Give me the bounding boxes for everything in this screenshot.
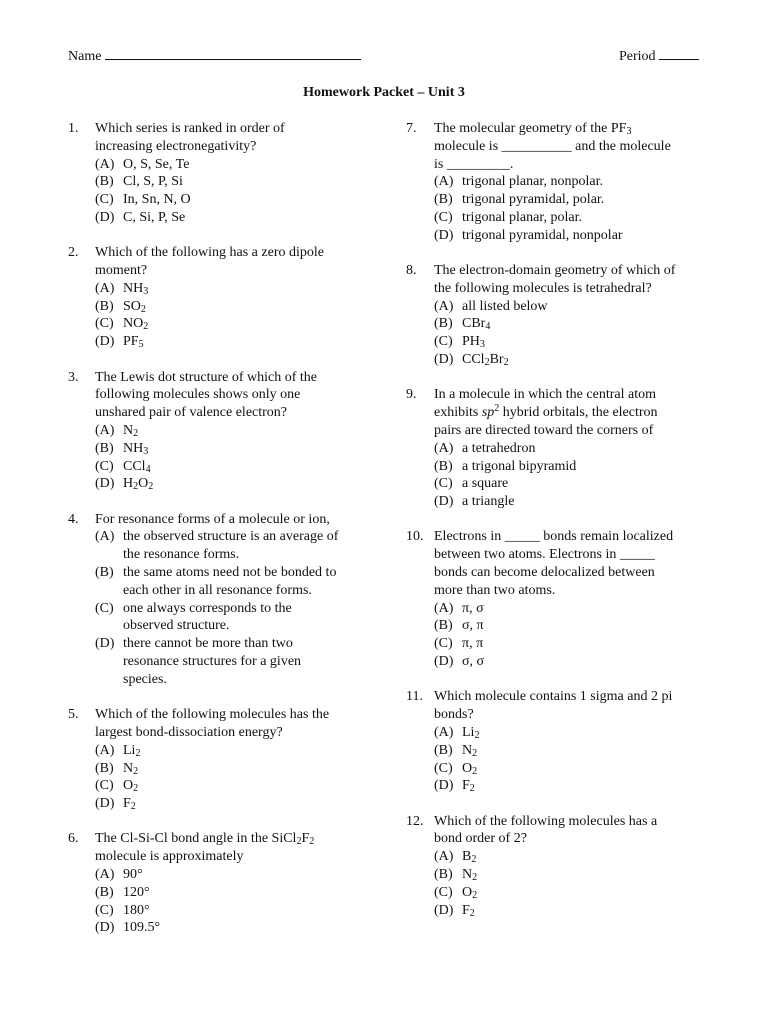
option-letter: (C) <box>434 334 453 350</box>
option-letter: (D) <box>95 476 115 492</box>
question-3 <box>68 369 368 494</box>
option-text: trigonal pyramidal, nonpolar <box>462 227 623 243</box>
option-text: $N_2$ <box>462 866 478 883</box>
option-a[interactable] <box>434 848 706 866</box>
question-number: 12. <box>406 813 424 829</box>
question-11 <box>406 688 706 795</box>
option-letter: (C) <box>95 778 114 794</box>
question-1 <box>68 120 368 227</box>
option-c[interactable] <box>434 884 706 902</box>
option-a[interactable] <box>434 440 706 458</box>
option-text: the observed structure is an average of the resonance forms. <box>123 529 339 563</box>
option-letter: (C) <box>434 760 453 776</box>
option-a[interactable] <box>434 298 706 316</box>
option-text: $NO_2$ <box>123 316 149 333</box>
option-a[interactable] <box>95 528 368 564</box>
option-c[interactable] <box>95 902 368 920</box>
option-text: $F_2$ <box>123 796 136 813</box>
option-letter: (A) <box>95 866 115 882</box>
option-c[interactable] <box>95 315 368 333</box>
option-b[interactable] <box>434 458 706 476</box>
option-text: $O_2$ <box>462 760 478 777</box>
option-text: 109.5° <box>123 920 161 936</box>
option-letter: (C) <box>434 884 453 900</box>
option-letter: (A) <box>95 280 115 296</box>
option-text: $B_2$ <box>462 849 477 866</box>
option-text: In, Sn, N, O <box>123 192 191 208</box>
name-field[interactable] <box>68 47 361 66</box>
option-text: $PH_3$ <box>462 334 485 351</box>
option-letter: (B) <box>95 760 114 776</box>
option-text: $O_2$ <box>123 778 139 795</box>
option-text: $F_2$ <box>462 778 475 795</box>
option-text: 180° <box>123 902 150 918</box>
option-letter: (D) <box>434 352 454 368</box>
option-d[interactable] <box>434 351 706 369</box>
left-column <box>68 120 368 955</box>
option-letter: (C) <box>434 476 453 492</box>
option-text: $CCl_2Br_2$ <box>462 352 509 369</box>
option-letter: (B) <box>434 192 453 208</box>
option-b[interactable] <box>95 440 368 458</box>
name-label: Name <box>68 49 102 64</box>
question-stem: Electrons in _____ bonds remain localized between two atoms. Electrons in _____ bonds can become delocalized between more than two atoms. <box>434 529 674 598</box>
option-d[interactable] <box>95 209 368 227</box>
option-a[interactable] <box>434 724 706 742</box>
option-text: CBr$_4$ <box>462 316 491 333</box>
option-b[interactable] <box>434 315 706 333</box>
option-letter: (D) <box>434 227 454 243</box>
option-b[interactable] <box>434 742 706 760</box>
option-c[interactable] <box>95 191 368 209</box>
option-a[interactable] <box>434 600 706 618</box>
option-text: there cannot be more than two resonance structures for a given species. <box>123 636 302 687</box>
option-letter: (A) <box>434 849 454 865</box>
option-c[interactable] <box>434 475 706 493</box>
option-text: $NH_3$ <box>123 440 149 457</box>
option-text: 90° <box>123 866 143 882</box>
option-text: the same atoms need not be bonded to each other in all resonance forms. <box>123 565 337 598</box>
option-b[interactable] <box>95 564 368 600</box>
option-letter: (A) <box>95 156 115 172</box>
option-d[interactable] <box>434 653 706 671</box>
option-letter: (B) <box>434 618 453 634</box>
option-a[interactable] <box>95 156 368 174</box>
option-letter: (B) <box>95 565 114 581</box>
option-text: $N_2$ <box>123 760 139 777</box>
option-text: a triangle <box>462 494 515 510</box>
option-d[interactable] <box>95 333 368 351</box>
option-letter: (B) <box>434 866 453 882</box>
question-9 <box>406 386 706 511</box>
option-c[interactable] <box>95 777 368 795</box>
question-6 <box>68 830 368 937</box>
option-text: $H_2O_2$ <box>123 476 154 493</box>
option-c[interactable] <box>434 333 706 351</box>
option-b[interactable] <box>434 866 706 884</box>
option-d[interactable] <box>434 777 706 795</box>
option-text: O, S, Se, Te <box>123 156 190 172</box>
option-text: $N_2$ <box>123 422 139 439</box>
option-text: all listed below <box>462 298 548 314</box>
option-letter: (D) <box>434 654 454 670</box>
option-letter: (D) <box>434 494 454 510</box>
option-text: CCl$_4$ <box>123 458 151 475</box>
option-letter: (A) <box>434 174 454 190</box>
option-letter: (C) <box>95 902 114 918</box>
option-d[interactable] <box>434 902 706 920</box>
option-d[interactable] <box>434 493 706 511</box>
option-d[interactable] <box>95 795 368 813</box>
option-text: 120° <box>123 884 150 900</box>
question-stem: For resonance forms of a molecule or ion, <box>95 511 330 527</box>
option-text: $NH_3$ <box>123 280 149 297</box>
option-a[interactable] <box>95 280 368 298</box>
option-letter: (B) <box>95 174 114 190</box>
option-letter: (B) <box>95 298 114 314</box>
option-letter: (D) <box>95 636 115 652</box>
question-stem: The Lewis dot structure of which of the following molecules shows only one unshared pair of valence electron? <box>95 369 317 421</box>
option-text: $Li_2$ <box>123 742 141 759</box>
option-b[interactable] <box>95 298 368 316</box>
option-letter: (C) <box>95 316 114 332</box>
question-stem: Which molecule contains 1 sigma and 2 pi bonds? <box>434 689 673 723</box>
question-number: 8. <box>406 263 417 279</box>
option-letter: (B) <box>434 458 453 474</box>
option-d[interactable] <box>95 475 368 493</box>
question-number: 4. <box>68 511 79 527</box>
option-letter: (A) <box>95 742 115 758</box>
option-d[interactable] <box>95 635 368 688</box>
option-b[interactable] <box>95 173 368 191</box>
option-c[interactable] <box>434 635 706 653</box>
option-text: $SO_2$ <box>123 298 146 315</box>
option-text: σ, π <box>462 618 484 634</box>
option-letter: (C) <box>95 600 114 616</box>
option-text: a trigonal bipyramid <box>462 458 577 474</box>
question-number: 7. <box>406 121 417 136</box>
option-letter: (A) <box>434 440 454 456</box>
option-text: a tetrahedron <box>462 440 536 456</box>
option-letter: (D) <box>95 920 115 936</box>
question-number: 3. <box>68 369 79 385</box>
question-10 <box>406 528 706 670</box>
question-stem: Which series is ranked in order of increasing electronegativity? <box>95 121 285 154</box>
question-stem: Which of the following molecules has the largest bond-dissociation energy? <box>95 707 330 740</box>
name-blank[interactable] <box>105 47 361 60</box>
option-letter: (B) <box>434 742 453 758</box>
option-letter: (B) <box>95 440 114 456</box>
option-letter: (B) <box>434 316 453 332</box>
question-stem: The electron-domain geometry of which of the following molecules is tetrahedral? <box>434 263 676 296</box>
option-text: π, π <box>462 636 484 652</box>
right-column <box>406 120 706 937</box>
option-letter: (C) <box>95 458 114 474</box>
option-a[interactable] <box>95 866 368 884</box>
option-text: trigonal planar, nonpolar. <box>462 174 603 190</box>
option-letter: (A) <box>95 529 115 545</box>
option-c[interactable] <box>434 209 706 227</box>
option-letter: (C) <box>95 192 114 208</box>
option-letter: (D) <box>95 334 115 350</box>
option-text: π, σ <box>462 600 484 616</box>
question-8 <box>406 262 706 369</box>
question-number: 6. <box>68 831 79 847</box>
option-letter: (A) <box>434 724 454 740</box>
option-a[interactable] <box>95 742 368 760</box>
option-text: $F_2$ <box>462 902 475 919</box>
option-d[interactable] <box>95 919 368 937</box>
option-b[interactable] <box>434 617 706 635</box>
question-number: 9. <box>406 387 417 403</box>
option-a[interactable] <box>95 422 368 440</box>
option-text: a square <box>462 476 509 492</box>
page-title: Homework Packet – Unit 3 <box>303 85 465 100</box>
question-number: 10. <box>406 529 424 545</box>
option-b[interactable] <box>434 191 706 209</box>
question-number: 1. <box>68 121 79 136</box>
question-number: 5. <box>68 707 79 723</box>
question-4 <box>68 511 368 689</box>
question-2 <box>68 244 368 351</box>
option-letter: (D) <box>434 778 454 794</box>
option-text: C, Si, P, Se <box>123 209 186 225</box>
option-letter: (B) <box>95 884 114 900</box>
option-c[interactable] <box>95 458 368 476</box>
question-12 <box>406 813 706 920</box>
option-text: trigonal pyramidal, polar. <box>462 192 605 208</box>
option-b[interactable] <box>95 884 368 902</box>
option-b[interactable] <box>95 760 368 778</box>
question-number: 11. <box>406 689 423 705</box>
option-d[interactable] <box>434 227 706 245</box>
question-stem: In a molecule in which the central atom exhibits $sp^2$ hybrid orbitals, the electron pairs are directed toward the corners of <box>434 387 658 438</box>
option-letter: (D) <box>95 796 115 812</box>
option-letter: (C) <box>434 209 453 225</box>
question-7 <box>406 120 706 245</box>
option-a[interactable] <box>434 173 706 191</box>
option-text: σ, σ <box>462 654 485 670</box>
option-letter: (A) <box>434 600 454 616</box>
period-field[interactable] <box>619 47 699 66</box>
question-stem: Which of the following molecules has a bond order of 2? <box>434 813 658 847</box>
question-stem: Which of the following has a zero dipole moment? <box>95 245 324 279</box>
option-c[interactable] <box>434 760 706 778</box>
option-text: $PF_5$ <box>123 334 144 351</box>
option-letter: (D) <box>434 902 454 918</box>
option-text: one always corresponds to the observed structure. <box>123 600 292 634</box>
option-letter: (D) <box>95 209 115 225</box>
period-label: Period <box>619 49 656 64</box>
option-c[interactable] <box>95 600 368 636</box>
option-text: Cl, S, P, Si <box>123 174 183 190</box>
option-letter: (C) <box>434 636 453 652</box>
option-letter: (A) <box>434 298 454 314</box>
period-blank[interactable] <box>659 47 699 60</box>
option-text: $N_2$ <box>462 742 478 759</box>
question-number: 2. <box>68 245 79 261</box>
question-5 <box>68 706 368 813</box>
option-text: $O_2$ <box>462 884 478 901</box>
option-text: $Li_2$ <box>462 724 480 741</box>
option-letter: (A) <box>95 422 115 438</box>
question-stem: The Cl-Si-Cl bond angle in the $SiCl_2F_2$ molecule is approximately <box>95 831 315 865</box>
option-text: trigonal planar, polar. <box>462 209 582 225</box>
question-stem: The molecular geometry of the $PF_3$ molecule is __________ and the molecule is _________. <box>434 121 671 172</box>
